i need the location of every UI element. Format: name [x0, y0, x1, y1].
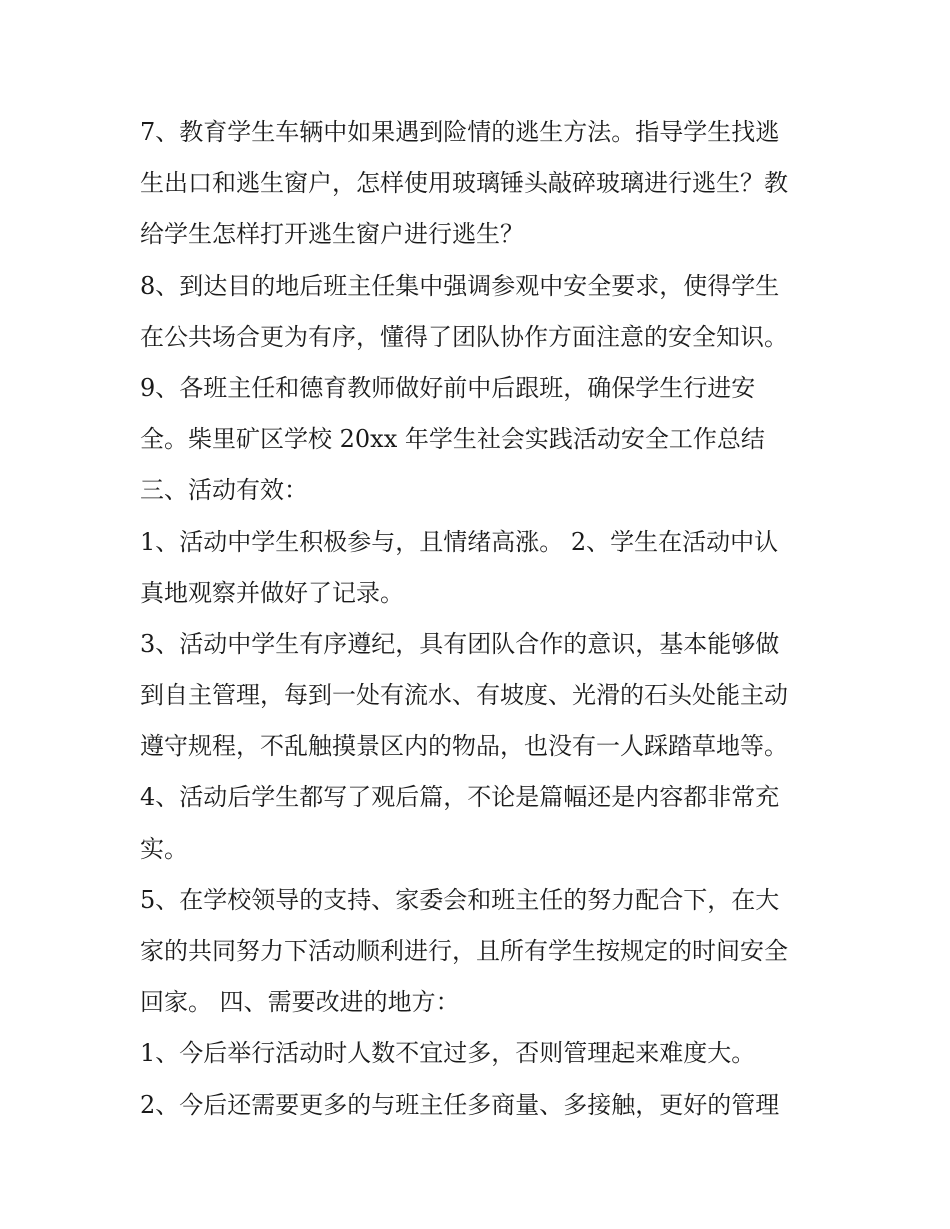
text-line: 给学生怎样打开逃生窗户进行逃生？: [140, 220, 524, 249]
text-line: 3、活动中学生有序遵纪，具有团队合作的意识，基本能够做: [140, 629, 780, 658]
text-line: 2、今后还需要更多的与班主任多商量、多接触，更好的管理: [140, 1090, 780, 1119]
section-heading: 三、活动有效：: [140, 476, 308, 505]
text-line: 真地观察并做好了记录。: [140, 578, 404, 607]
text-line: 家的共同努力下活动顺利进行，且所有学生按规定的时间安全: [140, 937, 788, 965]
text-line: 在公共场合更为有序，懂得了团队协作方面注意的安全知识。: [140, 322, 788, 351]
text-line: 4、活动后学生都写了观后篇，不论是篇幅还是内容都非常充: [140, 783, 780, 812]
text-line: 到自主管理，每到一处有流水、有坡度、光滑的石头处能主动: [140, 681, 788, 710]
document-body: [140, 107, 820, 1131]
text-line: 生出口和逃生窗户，怎样使用玻璃锤头敲碎玻璃进行逃生？教: [140, 169, 788, 198]
text-line: 1、今后举行活动时人数不宜过多，否则管理起来难度大。: [140, 1039, 756, 1068]
text-line: 1、活动中学生积极参与，且情绪高涨。 2、学生在活动中认: [140, 527, 779, 556]
text-line: 全。柴里矿区学校 20xx 年学生社会实践活动安全工作总结: [140, 425, 765, 454]
text-line: 7、教育学生车辆中如果遇到险情的逃生方法。指导学生找逃: [140, 118, 780, 146]
text-line: 9、各班主任和德育教师做好前中后跟班，确保学生行进安: [140, 373, 756, 402]
text-line: 8、到达目的地后班主任集中强调参观中安全要求，使得学生: [140, 271, 780, 300]
text-line: 5、在学校领导的支持、家委会和班主任的努力配合下，在大: [140, 885, 780, 914]
text-line: 实。: [140, 834, 188, 863]
text-line: 遵守规程，不乱触摸景区内的物品，也没有一人踩踏草地等。: [140, 732, 788, 761]
text-line: 回家。 四、需要改进的地方：: [140, 988, 460, 1017]
